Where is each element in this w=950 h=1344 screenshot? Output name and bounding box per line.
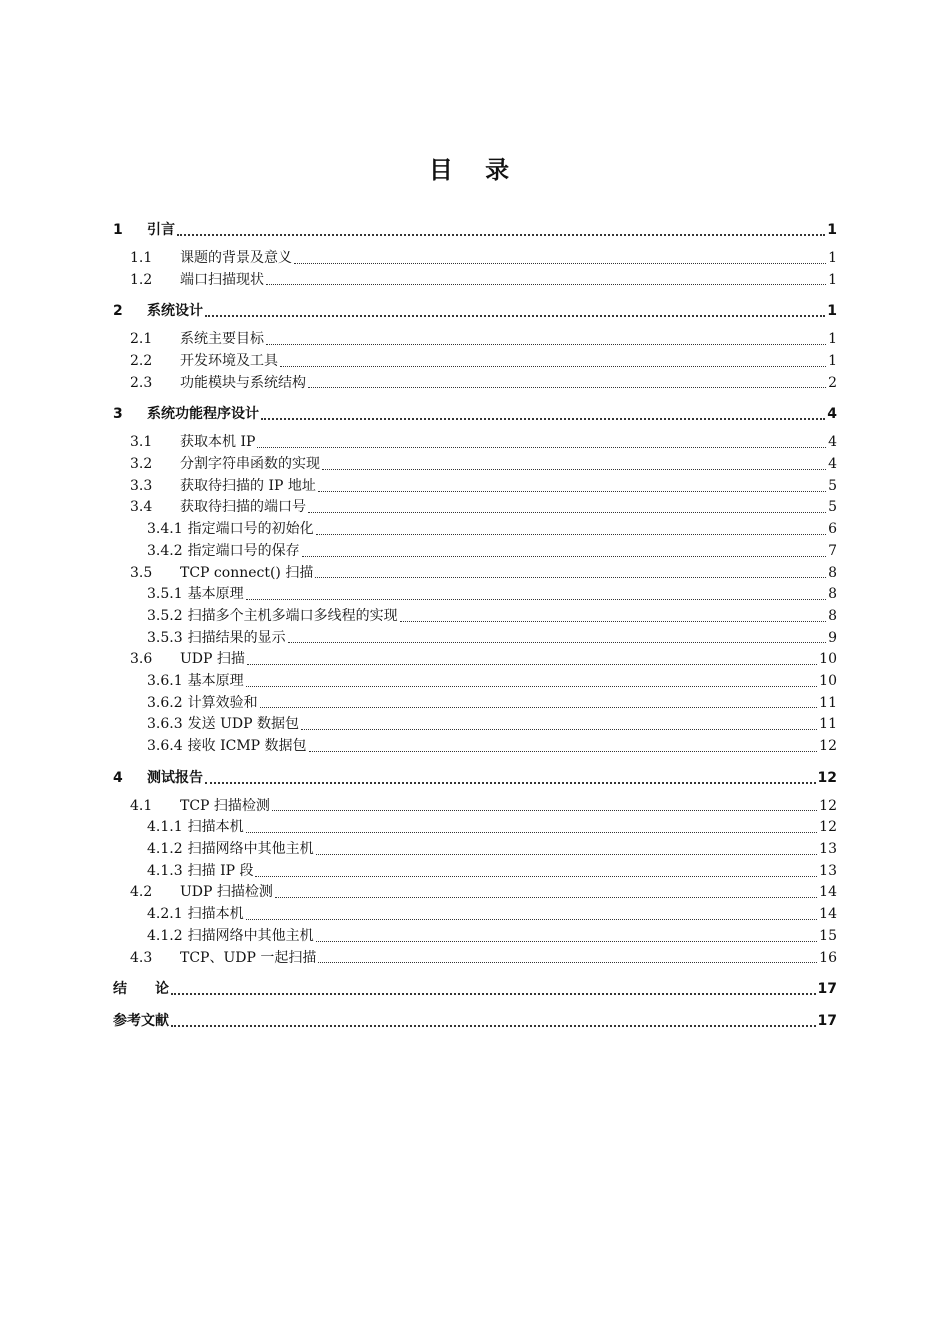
toc-entry-page: 11	[819, 716, 837, 733]
toc-entry-page: 7	[828, 542, 837, 559]
dot-leader	[177, 233, 825, 236]
toc-entry[interactable]	[113, 861, 837, 883]
toc-entry-number: 3.5	[130, 564, 153, 581]
toc-entry-number: 3	[113, 406, 123, 423]
toc-entry-page: 1	[828, 249, 837, 266]
toc-entry[interactable]	[113, 766, 837, 790]
toc-entry-page: 9	[828, 629, 837, 646]
toc-entry-number: 4.1	[130, 797, 153, 814]
dot-leader	[266, 283, 826, 285]
toc-entry-page: 4	[827, 406, 837, 423]
toc-entry-label: 扫描 IP 段	[187, 862, 254, 879]
toc-entry-label: 指定端口号的保存	[187, 542, 300, 559]
dot-leader	[257, 446, 826, 448]
toc-entry-number: 4.1.2	[147, 927, 183, 944]
toc-entry[interactable]	[113, 926, 837, 948]
toc-entry[interactable]	[113, 476, 837, 498]
dot-leader	[400, 620, 826, 622]
toc-entry-number: 3.6.1	[147, 672, 183, 689]
toc-entry[interactable]	[113, 541, 837, 563]
toc-entry-label: 基本原理	[187, 672, 244, 689]
toc-entry-page: 12	[819, 819, 837, 836]
toc-entry-label: 扫描结果的显示	[187, 629, 286, 646]
toc-entry-page: 14	[819, 884, 837, 901]
toc-entry[interactable]	[113, 796, 837, 818]
dot-leader	[275, 896, 817, 898]
toc-entry[interactable]	[113, 693, 837, 715]
toc-entry-number: 2.1	[130, 331, 153, 348]
toc-entry[interactable]	[113, 402, 837, 426]
toc-entry-page: 5	[828, 477, 837, 494]
toc-entry-number: 4.2	[130, 884, 153, 901]
toc-entry[interactable]	[113, 628, 837, 650]
dot-leader	[322, 468, 826, 470]
toc-entry-page: 16	[819, 949, 837, 966]
toc-entry-label: 引言	[147, 222, 175, 238]
toc-entry-page: 12	[819, 797, 837, 814]
toc-entry-number: 3.4	[130, 499, 153, 516]
toc-entry-label: 结 论	[113, 981, 169, 998]
toc-entry[interactable]	[113, 948, 837, 970]
toc-entry-label: 系统主要目标	[180, 331, 264, 348]
toc-entry-label: 扫描本机	[187, 906, 244, 923]
toc-entry[interactable]	[113, 817, 837, 839]
toc-entry[interactable]	[113, 839, 837, 861]
toc-entry[interactable]	[113, 977, 837, 1001]
toc-entry[interactable]	[113, 270, 837, 292]
toc-entry-number: 1	[113, 222, 123, 238]
toc-entry-label: TCP connect() 扫描	[180, 564, 314, 581]
toc-entry-number: 3.5.2	[147, 607, 183, 624]
toc-entry[interactable]	[113, 883, 837, 905]
toc-entry-number: 4.1.2	[147, 841, 183, 858]
dot-leader	[294, 262, 826, 264]
toc-entry[interactable]	[113, 649, 837, 671]
toc-entry-number: 3.6	[130, 651, 153, 668]
dot-leader	[171, 1024, 816, 1027]
dot-leader	[247, 663, 817, 665]
dot-leader	[308, 511, 826, 513]
toc-entry-number: 3.3	[130, 477, 153, 494]
toc-entry-number: 3.6.2	[147, 694, 183, 711]
dot-leader	[316, 853, 818, 855]
toc-entry-label: 获取本机 IP	[180, 434, 256, 451]
toc-entry-page: 6	[828, 521, 837, 538]
toc-entry-label: 测试报告	[147, 769, 203, 786]
toc-entry[interactable]	[113, 563, 837, 585]
toc-entry-label: 参考文献	[113, 1013, 169, 1030]
toc-entry-label: TCP、UDP 一起扫描	[180, 949, 317, 966]
toc-entry-label: 扫描多个主机多端口多线程的实现	[187, 607, 398, 624]
toc-entry-page: 12	[817, 769, 837, 786]
dot-leader	[246, 918, 818, 920]
toc-entry-label: 发送 UDP 数据包	[187, 716, 299, 733]
toc-entry-number: 3.1	[130, 434, 153, 451]
table-of-contents	[113, 218, 837, 1033]
dot-leader	[246, 598, 826, 600]
toc-entry-label: 扫描网络中其他主机	[187, 841, 314, 858]
dot-leader	[301, 728, 817, 730]
toc-entry-label: 计算效验和	[187, 694, 258, 711]
toc-entry-label: 扫描网络中其他主机	[187, 927, 314, 944]
toc-entry-page: 17	[817, 981, 837, 998]
toc-entry-number: 2.2	[130, 353, 153, 370]
toc-entry-label: 功能模块与系统结构	[180, 374, 306, 391]
toc-entry-page: 1	[828, 271, 837, 288]
dot-leader	[171, 992, 816, 995]
toc-entry[interactable]	[113, 904, 837, 926]
toc-entry[interactable]	[113, 329, 837, 351]
dot-leader	[272, 809, 817, 811]
toc-entry-page: 15	[819, 927, 837, 944]
toc-entry[interactable]	[113, 498, 837, 520]
toc-entry[interactable]	[113, 714, 837, 736]
toc-entry-label: 分割字符串函数的实现	[180, 456, 320, 473]
toc-entry-label: 课题的背景及意义	[180, 249, 292, 266]
toc-entry-label: 端口扫描现状	[180, 271, 264, 288]
toc-entry-page: 14	[819, 906, 837, 923]
toc-entry-number: 4.3	[130, 949, 153, 966]
toc-entry-number: 1.2	[130, 271, 153, 288]
toc-entry-number: 2	[113, 303, 123, 320]
toc-entry[interactable]	[113, 218, 837, 242]
toc-entry-page: 8	[828, 564, 837, 581]
toc-entry-label: 基本原理	[187, 586, 244, 603]
toc-entry-number: 1.1	[130, 249, 153, 266]
dot-leader	[288, 641, 826, 643]
dot-leader	[266, 343, 826, 345]
toc-entry-page: 10	[819, 651, 837, 668]
toc-entry-page: 2	[828, 374, 837, 391]
toc-entry-page: 11	[819, 694, 837, 711]
toc-entry-page: 17	[817, 1013, 837, 1030]
dot-leader	[205, 781, 816, 784]
toc-entry-page: 1	[827, 303, 837, 320]
toc-entry-page: 10	[819, 672, 837, 689]
toc-entry-label: 开发环境及工具	[180, 353, 278, 370]
toc-entry-number: 3.2	[130, 456, 153, 473]
toc-entry-number: 2.3	[130, 374, 153, 391]
toc-entry-number: 3.5.1	[147, 586, 183, 603]
dot-leader	[302, 555, 826, 557]
dot-leader	[315, 576, 826, 578]
dot-leader	[280, 365, 826, 367]
toc-entry-page: 13	[819, 841, 837, 858]
toc-entry-page: 1	[827, 222, 837, 238]
toc-entry-label: UDP 扫描	[180, 651, 245, 668]
dot-leader	[309, 750, 818, 752]
dot-leader	[261, 417, 825, 420]
toc-entry[interactable]	[113, 454, 837, 476]
toc-entry[interactable]	[113, 519, 837, 541]
toc-entry-label: 系统功能程序设计	[147, 406, 259, 423]
toc-entry-page: 4	[828, 456, 837, 473]
toc-entry[interactable]	[113, 248, 837, 270]
toc-entry-page: 1	[828, 353, 837, 370]
toc-entry-number: 4.1.1	[147, 819, 183, 836]
dot-leader	[246, 831, 818, 833]
toc-entry[interactable]	[113, 299, 837, 323]
toc-entry[interactable]	[113, 584, 837, 606]
toc-entry-number: 3.6.4	[147, 738, 183, 755]
toc-entry-label: 系统设计	[147, 303, 203, 320]
toc-entry-page: 8	[828, 586, 837, 603]
toc-entry-label: 指定端口号的初始化	[187, 521, 314, 538]
dot-leader	[318, 961, 817, 963]
toc-entry-label: 获取待扫描的端口号	[180, 499, 306, 516]
toc-entry-number: 3.4.2	[147, 542, 183, 559]
toc-entry-label: TCP 扫描检测	[180, 797, 270, 814]
toc-entry-number: 4	[113, 769, 123, 786]
dot-leader	[260, 706, 818, 708]
toc-entry-number: 4.1.3	[147, 862, 183, 879]
toc-entry-number: 4.2.1	[147, 906, 183, 923]
dot-leader	[316, 533, 826, 535]
toc-entry-page: 13	[819, 862, 837, 879]
toc-entry[interactable]	[113, 351, 837, 373]
dot-leader	[255, 875, 817, 877]
toc-entry[interactable]	[113, 671, 837, 693]
toc-entry-page: 4	[828, 434, 837, 451]
toc-entry[interactable]	[113, 736, 837, 758]
toc-entry[interactable]	[113, 432, 837, 454]
toc-entry[interactable]	[113, 1009, 837, 1033]
toc-entry-page: 5	[828, 499, 837, 516]
toc-entry-label: 接收 ICMP 数据包	[187, 738, 307, 755]
toc-entry[interactable]	[113, 606, 837, 628]
dot-leader	[316, 940, 818, 942]
dot-leader	[205, 314, 825, 317]
dot-leader	[308, 386, 826, 388]
toc-entry-label: UDP 扫描检测	[180, 884, 273, 901]
toc-entry-page: 1	[828, 331, 837, 348]
toc-entry-page: 8	[828, 607, 837, 624]
toc-entry-page: 12	[819, 738, 837, 755]
toc-entry-label: 获取待扫描的 IP 地址	[180, 477, 316, 494]
toc-entry-number: 3.4.1	[147, 521, 183, 538]
toc-entry-number: 3.5.3	[147, 629, 183, 646]
toc-entry[interactable]	[113, 373, 837, 395]
dot-leader	[318, 490, 826, 492]
page-title: 目 录	[428, 156, 522, 184]
dot-leader	[246, 685, 818, 687]
toc-entry-number: 3.6.3	[147, 716, 183, 733]
toc-entry-label: 扫描本机	[187, 819, 244, 836]
